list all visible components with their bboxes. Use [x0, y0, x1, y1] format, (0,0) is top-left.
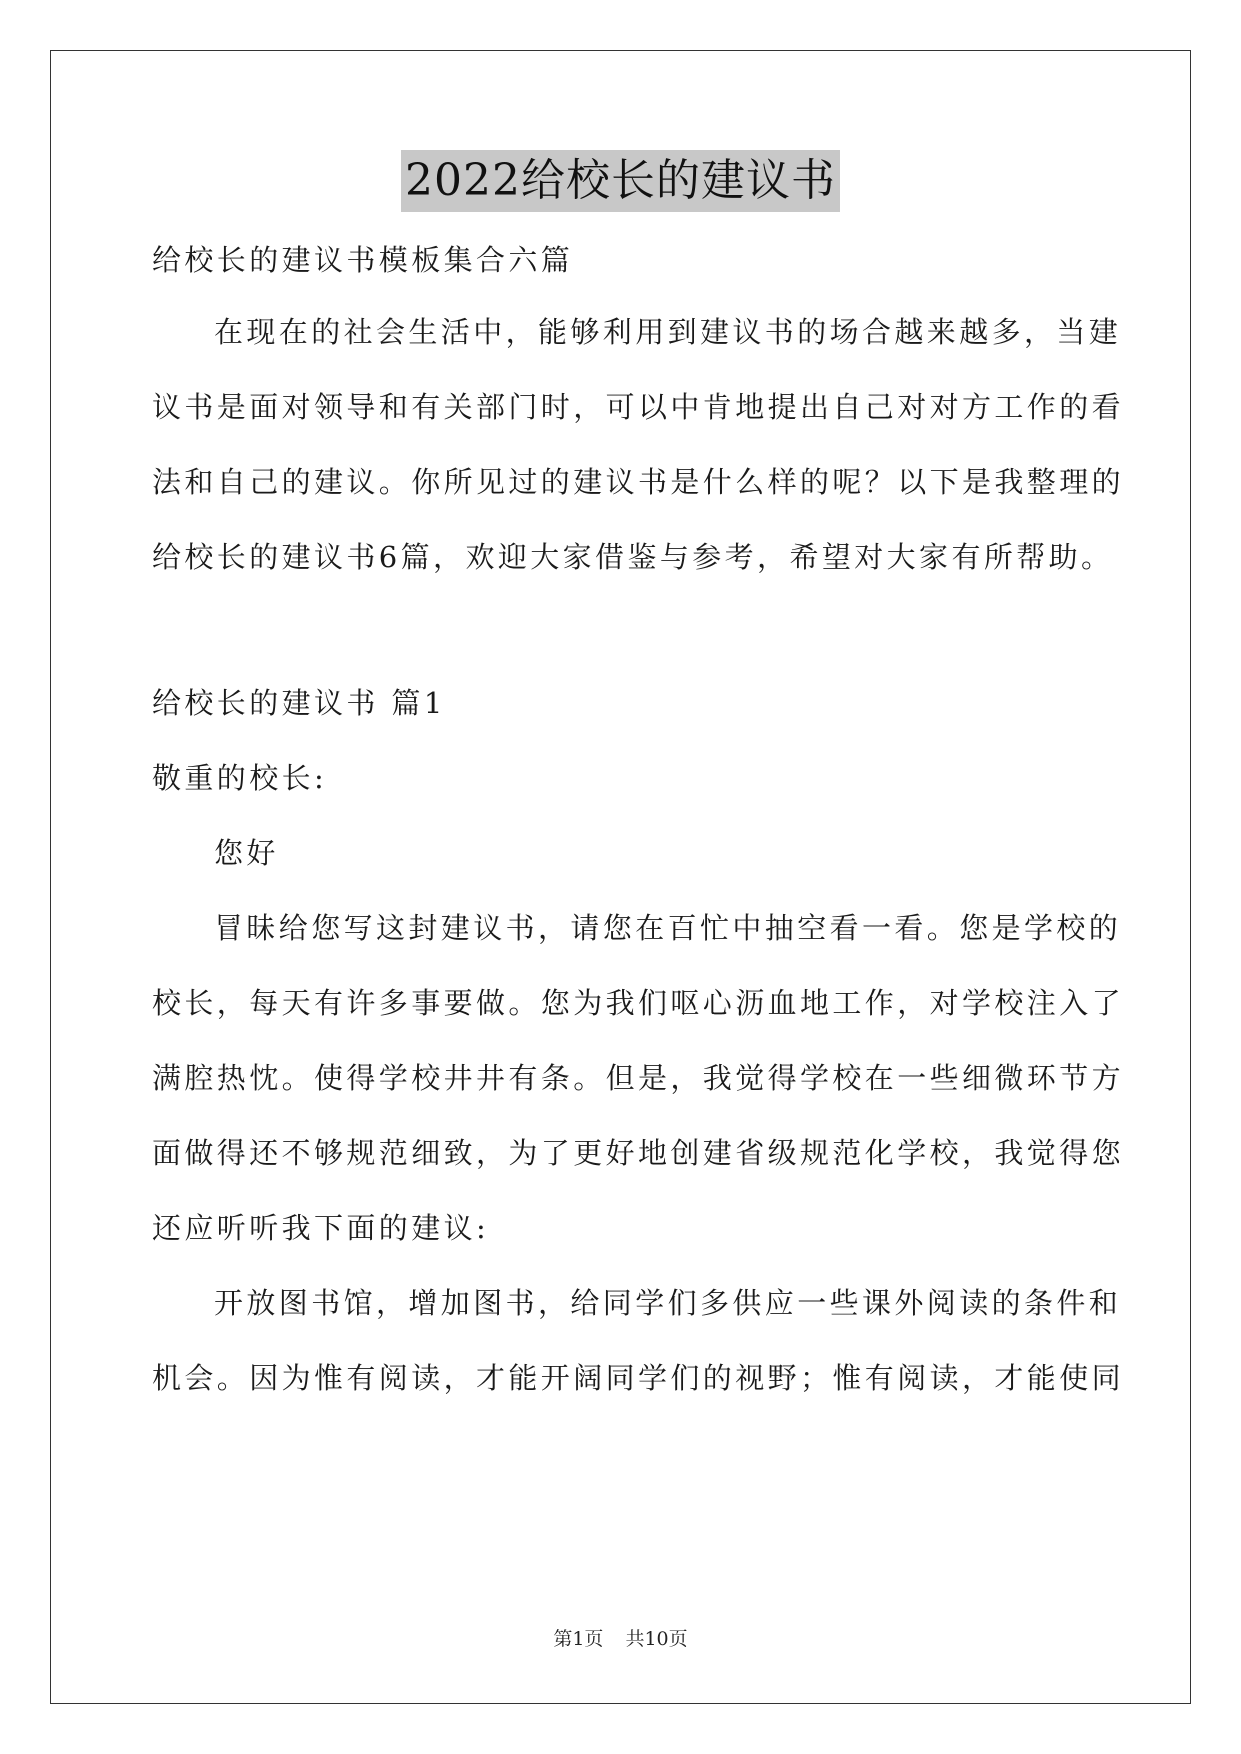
body-line: 面做得还不够规范细致，为了更好地创建省级规范化学校，我觉得您 — [152, 1136, 1125, 1170]
page-total: 共10页 — [625, 1628, 688, 1650]
page-border — [50, 50, 1191, 1704]
salutation: 敬重的校长: — [152, 761, 328, 795]
intro-line: 议书是面对领导和有关部门时，可以中肯地提出自己对对方工作的看 — [152, 390, 1125, 424]
body-line: 机会。因为惟有阅读，才能开阔同学们的视野；惟有阅读，才能使同 — [152, 1361, 1125, 1395]
greeting: 您好 — [214, 836, 279, 870]
page-footer — [0, 1627, 1241, 1651]
subtitle: 给校长的建议书模板集合六篇 — [152, 243, 574, 277]
page-number: 第1页 — [553, 1628, 604, 1650]
body-line: 开放图书馆，增加图书，给同学们多供应一些课外阅读的条件和 — [214, 1286, 1122, 1320]
body-line: 满腔热忱。使得学校井井有条。但是，我觉得学校在一些细微环节方 — [152, 1061, 1125, 1095]
body-line: 校长，每天有许多事要做。您为我们呕心沥血地工作，对学校注入了 — [152, 986, 1125, 1020]
title-wrapper — [0, 150, 1241, 212]
intro-line: 给校长的建议书6篇，欢迎大家借鉴与参考，希望对大家有所帮助。 — [152, 540, 1114, 574]
body-line: 冒昧给您写这封建议书，请您在百忙中抽空看一看。您是学校的 — [214, 911, 1122, 945]
intro-line: 在现在的社会生活中，能够利用到建议书的场合越来越多，当建 — [214, 315, 1122, 349]
section-heading: 给校长的建议书 篇1 — [152, 686, 446, 720]
body-line: 还应听听我下面的建议: — [152, 1211, 490, 1245]
document-title: 2022给校长的建议书 — [401, 150, 840, 212]
intro-line: 法和自己的建议。你所见过的建议书是什么样的呢？以下是我整理的 — [152, 465, 1125, 499]
